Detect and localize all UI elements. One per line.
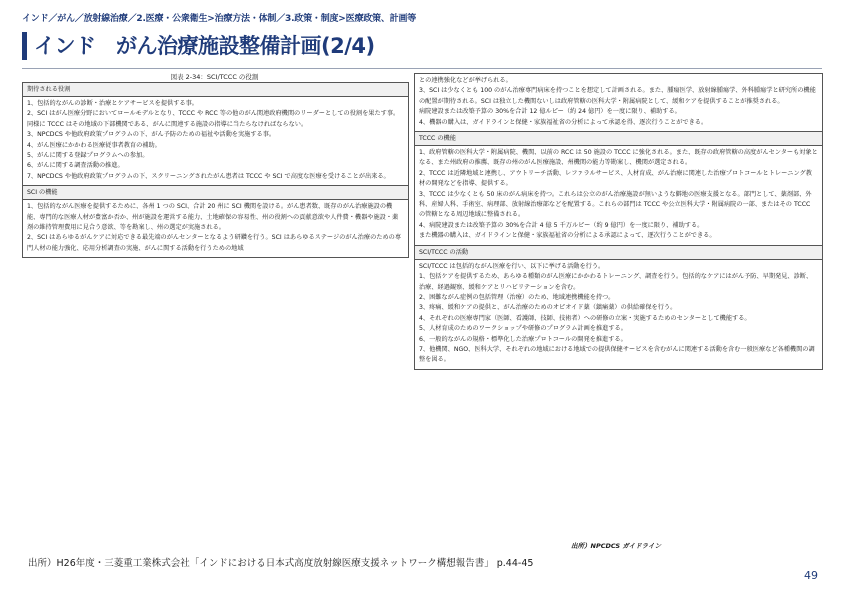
list-item: 7、NPCDCS や他政府政策プログラムの下、スクリーニングされたがん患者は TCCC や SCI で高度な医療を受けることが出来る。 <box>27 172 390 180</box>
page-title: インド がん治療施設整備計画(2/4) <box>34 34 375 58</box>
tccc-function-body <box>415 146 822 245</box>
list-item: 6、一般的ながんの規格・標準化した治療プロトコールの開発を推進する。 <box>419 335 627 343</box>
activities-heading: SCI/TCCC の活動 <box>415 246 822 260</box>
left-table <box>22 82 409 258</box>
tccc-function-box <box>415 132 822 246</box>
sci-function-heading: SCI の機能 <box>23 186 408 200</box>
citation: 出所）H26年度・三菱重工業株式会社「インドにおける日本式高度放射線医療支援ネットワーク構想報告書」 p.44-45 <box>28 558 534 569</box>
list-item: また機器の購入は、ガイドラインと保健・家族福祉省の分析による承認によって、逐次行うことができる。 <box>419 232 716 240</box>
list-item: 4、病院建設または改築予算の 30%を合計 4 億 5 千万ルピー（約 9 億円）を一度に限り、補助する。 <box>419 221 704 229</box>
list-item: 4、機器の購入は、ガイドラインと保健・家族福祉省の分析によって承認を得、逐次行うことができる。 <box>419 118 708 126</box>
page-number: 49 <box>804 569 818 582</box>
table-source-note: 出所）NPCDCS ガイドライン <box>571 542 661 550</box>
sci-function-body <box>23 200 408 257</box>
list-item: 病院建設または改築予算の 30%を合計 12 億ルピー（約 24 億円）を一度に限り、補助する。 <box>419 108 681 116</box>
list-item: との連携強化などが挙げられる。 <box>419 77 512 84</box>
title-accent-bar <box>22 32 27 60</box>
list-item: 2、SCI はがん医療分野においてロールモデルとなり、TCCC や RCC 等の他のがん関連政府機関のリーダーとしての役割を果たす事。同様に TCCC はその地域の下部機関である、がんに関連する施設の指導に当たらなければならない。 <box>27 110 400 128</box>
list-item: 5、がんに関する登録プログラムへの参加。 <box>27 152 149 160</box>
list-item: 2、困難ながん症例の包括管理（治療）のため、地域連携機能を持つ。 <box>419 293 615 301</box>
list-item: 5、人材育成のためのワークショップや研修のプログラム計画を推進する。 <box>419 325 627 333</box>
expected-role-body <box>23 97 408 185</box>
list-item: 6、がんに関する調査活動の推進。 <box>27 162 124 170</box>
breadcrumb: インド／がん／放射線治療／2.医療・公衆衛生>治療方法・体制／3.政策・制度>医療政策、計画等 <box>22 14 417 24</box>
list-item: 1、包括ケアを提供するため、あらゆる種類のがん医療にかかわるトレーニング、調査を行う。包括的なケアにはがん予防、早期発見、診断、治療、経過観察、緩和ケアとリハビリテーションを含む。 <box>419 273 813 291</box>
list-item: 1、包括的ながんの診断・治療とケアサービスを提供する事。 <box>27 100 198 107</box>
list-item: 2、TCCC は近隣地域と連携し、アウトリーチ活動、レファラルサービス、人材育成、がん治療に関連した治療プロトコールとトレーニング教材の開発などを指導、提供する。 <box>419 169 812 188</box>
list-item: 3、疼痛、緩和ケアの提供と、がん治療のためのオピオイド薬（鎮痛薬）の供給確保を行う。 <box>419 304 677 312</box>
list-item: 3、NPCDCS や他政府政策プログラムの下、がん予防のための福祉や活動を実施する事。 <box>27 131 276 139</box>
list-item: 4、がん医療にかかわる医療従事者教育の補助。 <box>27 141 161 149</box>
right-table <box>414 73 823 370</box>
continuation-box <box>415 74 822 132</box>
list-item: 1、政府管轄の医科大学・附属病院、機関、以前の RCC は 50 施設の TCCC に強化される。また、既存の政府管轄の高度がんセンターも対象となる、また州政府の推薦、既存の州のがん医療施設、州機関の能力等勘案し、機関が選定される。 <box>419 149 818 167</box>
continuation-body <box>415 74 822 131</box>
activities-box <box>415 246 822 369</box>
list-item: SCI/TCCC は包括的ながん医療を行い、以下に挙げる活動を行う。 <box>419 262 605 270</box>
expected-role-heading: 期待される役割 <box>23 83 408 97</box>
list-item: 2、SCI はあらゆるがんケアに対応できる最先端のがんセンターとなるよう研鑽を行う。SCI はあらゆるステージのがん治療のための専門人材の能力強化、応用分析調査の実施、がんに関する活動を行うための地域 <box>27 234 402 252</box>
list-item: 4、それぞれの医療専門家（医師、看護師、技師、技術者）への研修の立案・実施するためのセンターとして機能する。 <box>419 314 751 322</box>
expected-role-box <box>23 83 408 186</box>
table-caption: 図表 2-34：SCI/TCCC の役割 <box>170 73 259 81</box>
list-item: 1、包括的ながん医療を提供するために、各州 1 つの SCI、合計 20 州に SCI 機関を設ける。がん患者数、既存のがん治療施設の機能、専門的な医療人材が豊富か否か、州が施設を運営する能力、土地確保の容易性、州の役割への貢献意欲や人件費・機器や施設・薬剤の維持管理費用に見合う意欲、等を勘案し、州の選定が実施される。 <box>27 203 399 232</box>
sci-function-box <box>23 186 408 257</box>
tccc-function-heading: TCCC の機能 <box>415 132 822 146</box>
list-item: 7、他機関、NGO、医科大学、それぞれの地域における地域での提供保健サービスを含むがんに関連する活動を含む一般医療など各種機関の調整を図る。 <box>419 345 815 364</box>
list-item: 3、SCI は少なくとも 100 のがん治療専門病床を持つことを想定して計画される。また、腫瘍医学、放射線腫瘍学、外科腫瘍学と研究所の機能の配置が期待される。SCI は独立した機関ないしは政府管轄の医科大学・附属病院として、緩和ケアを提供することが推奨される。 <box>419 87 816 105</box>
list-item: 3、TCCC は少なくとも 50 床のがん病床を持つ。これらは公立のがん治療施設が無いような僻地の医療支援となる。部門として、薬剤部、外科、産婦人科、手術室、病理部、放射線治療部などを配置する。これらの部門は TCCC や公立医科大学・附属病院の一部、またはその TCCC の管轄となる周辺地域に整備される。 <box>419 190 812 219</box>
activities-body <box>415 260 822 369</box>
header-divider <box>22 68 822 69</box>
